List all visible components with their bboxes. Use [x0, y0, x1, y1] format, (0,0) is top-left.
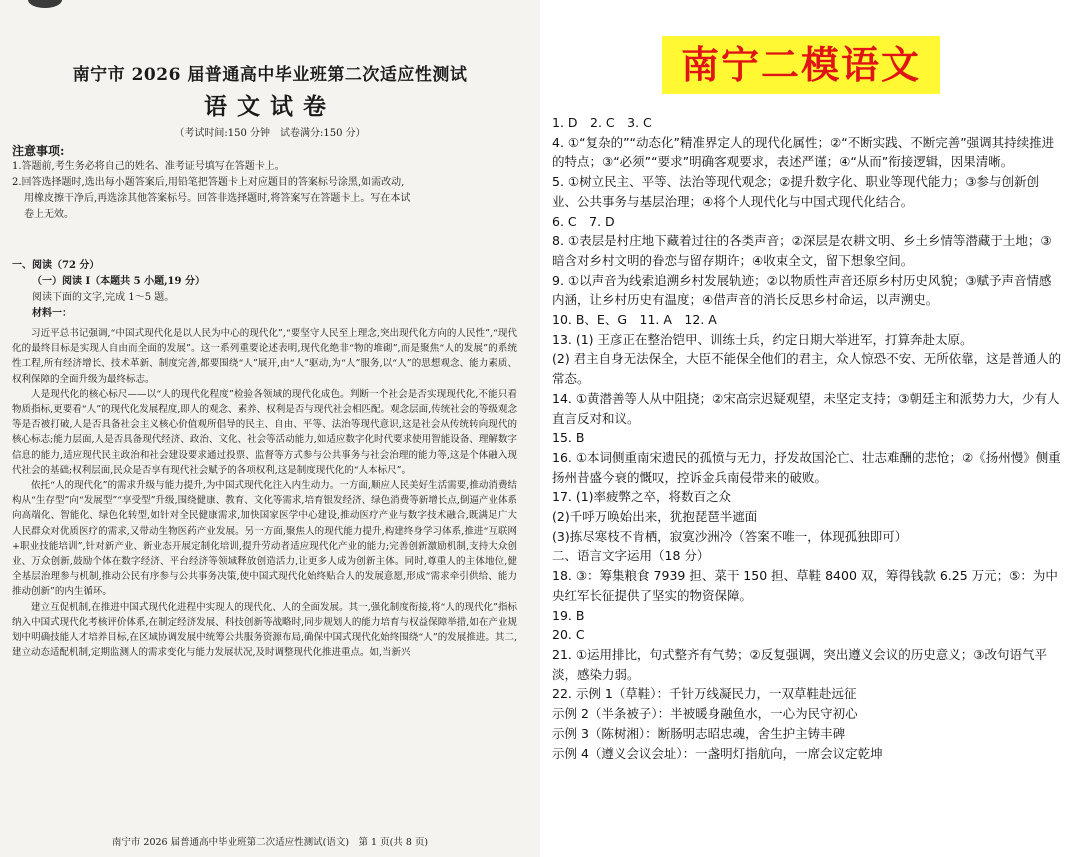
- answer-line: 16. ①本词侧重南宋遗民的孤愤与无力，抒发故国沦亡、壮志难酬的悲怆；②《扬州慢》侧重扬州昔盛今衰的慨叹，控诉金兵南侵带来的破败。: [552, 449, 1061, 485]
- answer-line: (2) 君主自身无法保全，大臣不能保全他们的君主，众人惊恐不安、无所依靠，这是普通人的常态。: [552, 351, 1062, 387]
- answer-line: 20. C: [552, 627, 585, 643]
- notice-block: [12, 143, 517, 223]
- paper-name: 语文试卷: [204, 93, 336, 120]
- passage-paragraph: 依托“人的现代化”的需求升级与能力提升,为中国式现代化注入内生动力。一方面,顺应人民美好生活需要,推动消费结构从“生存型”向“发展型”“享受型”升级,围绕健康、教育、文化等需求,培育银发经济、绿色消费等新增长点,倒逼产业体系向高端化、智能化、绿色化转型,如针对全民健康需求,加快国家医学中心建设,推动医疗产业与数字技术融合,既满足广大人民群众对优质医疗的需求,又带动生物医药产业发展。另一方面,聚焦人的现代能力提升,构建终身学习体系,推进“互联网+职业技能培训”,针对新产业、新业态开展定制化培训,提升劳动者适应现代化产业的能力;完善创新激励机制,支持大众创业、万众创新,鼓励个体在数字经济、平台经济等领域释放创造活力,让更多人成为创新主体。同时,尊重人的主体地位,健全基层治理参与机制,推动公民有序参与公共事务决策,使中国式现代化始终贴合人的发展意愿,形成“需求牵引供给、能力推动创新”的内生循环。: [12, 480, 517, 598]
- answer-line: 19. B: [552, 607, 585, 623]
- answer-line: 4. ①“复杂的”“动态化”精准界定人的现代化属性；②“不断实践、不断完善”强调其持续推进的特点；③“必须”“要求”明确客观要求，表述严谨；④“从而”衔接逻辑，因果清晰。: [552, 134, 1055, 170]
- answer-line: 13. (1) 王彦正在整治铠甲、训练士兵，约定日期大举进军，打算奔赴太原。: [552, 331, 973, 347]
- answer-line: 21. ①运用排比，句式整齐有气势；②反复强调，突出遵义会议的历史意义；③改句语气平淡，感染力弱。: [552, 646, 1047, 682]
- material-label: 材料一：: [32, 308, 72, 319]
- answer-line: (3)拣尽寒枝不肯栖，寂寞沙洲冷（答案不唯一，体现孤独即可）: [552, 528, 908, 544]
- exam-meta: （考试时间:150 分钟 试卷满分:150 分）: [174, 128, 366, 139]
- notice-item: 2.回答选择题时,选出每小题答案后,用铅笔把答题卡上对应题目的答案标号涂黑,如需改动,: [12, 177, 405, 188]
- notice-item: 卷上无效。: [24, 209, 74, 220]
- answer-list: [552, 113, 1062, 763]
- paper-corner-mark: [28, 0, 62, 8]
- reading-instruction: 阅读下面的文字,完成 1～5 题。: [32, 292, 175, 303]
- passage-paragraph: 建立互促机制,在推进中国式现代化进程中实现人的现代化、人的全面发展。其一,强化制度衔接,将“人的现代化”指标纳入中国式现代化考核评价体系,在制定经济发展、科技创新等战略时,同步规划人的能力培育与权益保障举措,如在产业规划中明确技能人才培养目标,在区域协调发展中统筹公共服务资源布局,确保中国式现代化始终围绕“人”的发展推进。其二,建立动态适配机制,定期监测人的需求变化与能力发展状况,及时调整现代化推进重点。如,当新兴: [12, 601, 517, 659]
- notice-heading: 注意事项:: [12, 144, 65, 158]
- answer-line: 1. D 2. C 3. C: [552, 115, 652, 130]
- notice-item: 用橡皮擦干净后,再选涂其他答案标号。回答非选择题时,将答案写在答题卡上。写在本试: [24, 193, 411, 204]
- answer-line: 14. ①黄潜善等人从中阻挠；②宋高宗迟疑观望，未坚定支持；③朝廷主和派势力大，少有人直言反对和议。: [552, 390, 1060, 426]
- answer-line: 15. B: [552, 430, 585, 446]
- notice-item: 1.答题前,考生务必将自己的姓名、准考证号填写在答题卡上。: [12, 161, 285, 172]
- passage-paragraph: 习近平总书记强调,“中国式现代化是以人民为中心的现代化”,“要坚守人民至上理念,突出现代化方向的人民性”,“现代化的最终目标是实现人自由而全面的发展”。这一系列重要论述表明,现代化绝非“物的堆砌”,而是聚焦“人的发展”的系统性工程,所有经济增长、技术革新、制度完善,都要围绕“人”展开,由“人”驱动,为“人”服务,以“人”的思想观念、能力素质、权利保障的全面升级为最终标志。: [12, 328, 517, 385]
- answer-line: 6. C 7. D: [552, 213, 615, 229]
- answer-line: 9. ①以声音为线索追溯乡村发展轨迹；②以物质性声音还原乡村历史风貌；③赋予声音情感内涵，让乡村历史有温度；④借声音的消长反思乡村命运，以声溯史。: [552, 272, 1052, 308]
- passage-body: [12, 326, 517, 660]
- answer-line: 5. ①树立民主、平等、法治等现代观念；②提升数字化、职业等现代能力；③参与创新创业、公共事务与基层治理；④将个人现代化与中国式现代化结合。: [552, 174, 1040, 209]
- answer-line: 10. B、E、G 11. A 12. A: [552, 312, 717, 328]
- answer-line: 17. (1)率疲弊之卒，将数百之众: [552, 489, 732, 505]
- exam-title: 南宁市 2026 届普通高中毕业班第二次适应性测试: [72, 65, 468, 85]
- reading-section: [12, 258, 517, 322]
- answer-line: 二、语言文字运用（18 分）: [552, 548, 710, 564]
- subsection-heading: （一）阅读 I（本题共 5 小题,19 分）: [32, 276, 205, 287]
- answer-line: 示例 4（遵义会议会址）：一盏明灯指航向，一席会议定乾坤: [552, 745, 883, 761]
- answer-line: 8. ①表层是村庄地下藏着过往的各类声音；②深层是农耕文明、乡土乡情等潜藏于土地；③暗含对乡村文明的眷恋与留存期许；④收束全文，留下想象空间。: [552, 233, 1052, 268]
- answer-line: 示例 3（陈树湘）：断肠明志昭忠魂，舍生护主铸丰碑: [552, 725, 846, 741]
- section-heading: 一、阅读（72 分）: [12, 260, 100, 271]
- answer-line: 22. 示例 1（草鞋）：千针万线凝民力，一双草鞋赴远征: [552, 686, 857, 702]
- page-footer: 南宁市 2026 届普通高中毕业班第二次适应性测试(语文) 第 1 页(共 8 页): [111, 837, 429, 848]
- passage-paragraph: 人是现代化的核心标尺——以“人的现代化程度”检验各领域的现代化成色。判断一个社会是否实现现代化,不能只看物质指标,更要看“人”的现代化发展程度,即人的观念、素养、权利是否与现代社会相匹配。观念层面,传统社会的等级观念等是否被打破,人是否具备社会主义核心价值观所倡导的民主、自由、平等、法治等现代意识,这是社会从传统转向现代的核心标志;能力层面,人是否具备现代经济、政治、文化、社会等活动能力,如适应数字化时代要求使用智能设备、理解数字信息的能力,适应现代民主政治和社会建设要求通过投票、监督等方式参与公共事务与社会治理的能力等,这是个体融入现代社会的基础;权利层面,民众是否享有现代社会赋予的各项权利,这是制度现代化的“人本标尺”。: [12, 388, 517, 476]
- answer-line: (2)千呼万唤始出来，犹抱琵琶半遮面: [552, 509, 758, 525]
- answer-line: 示例 2（半条被子）：半被暖身融鱼水，一心为民守初心: [552, 706, 858, 722]
- title-banner: 南宁二模语文: [662, 36, 940, 94]
- answer-line: 18. ③：筹集粮食 7939 担、菜干 150 担、草鞋 8400 双，筹得钱款 6.25 万元；⑤：为中央红军长征提供了坚实的物资保障。: [552, 568, 1058, 603]
